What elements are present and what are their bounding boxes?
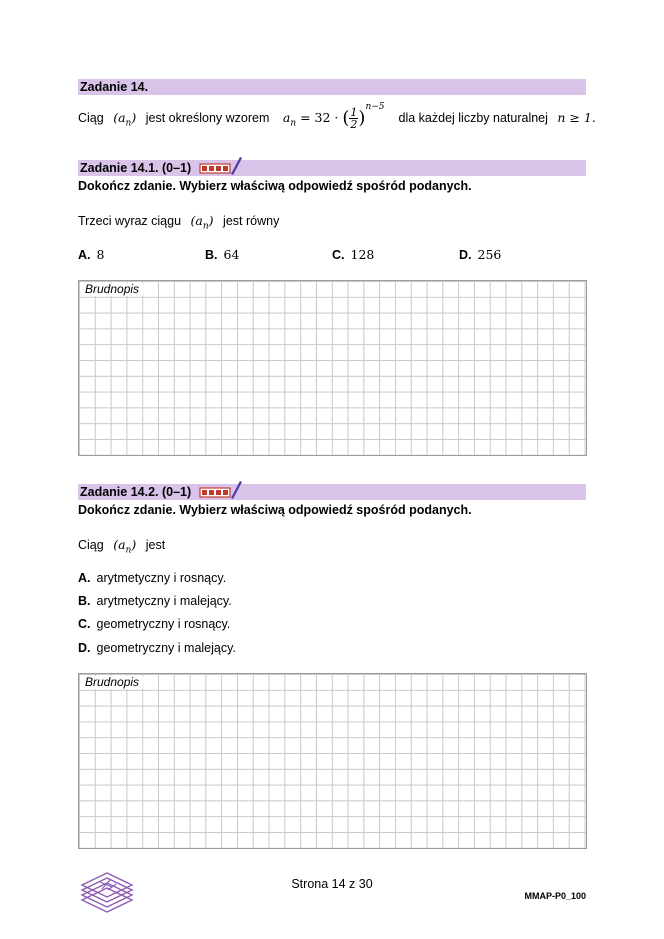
page-number: Strona 14 z 30 — [291, 877, 373, 891]
scratch-label: Brudnopis — [85, 676, 143, 689]
task14-2-title: Zadanie 14.2. (0–1) — [80, 484, 243, 501]
points-icon — [199, 155, 243, 177]
fraction: $\frac{1}{2}$ — [350, 106, 358, 132]
task14-1-title: Zadanie 14.1. (0–1) — [80, 160, 243, 177]
scratch-grid-2 — [78, 673, 587, 849]
task14-1-answer-a[interactable]: A. 8 — [78, 247, 105, 262]
points-icon — [199, 479, 243, 501]
task14-2-answer-c[interactable]: C. geometryczny i rosnący. — [78, 617, 231, 631]
task14-1-instruction: Dokończ zdanie. Wybierz właściwą odpowiedź spośród podanych. — [78, 179, 472, 193]
task14-2-question: Ciąg $(a_n)$ jest — [78, 537, 166, 556]
task14-1-answer-d[interactable]: D. 256 — [459, 247, 502, 262]
sequence-symbol: $(a_n)$ — [113, 110, 137, 129]
task14-1-answer-c[interactable]: C. 128 — [332, 247, 375, 262]
task14-definition — [78, 102, 596, 132]
task14-header-bar — [78, 79, 586, 95]
task14-intro-post: dla każdej liczby naturalnej — [398, 111, 548, 126]
scratch-grid-1 — [78, 280, 587, 456]
task14-title: Zadanie 14. — [80, 80, 149, 94]
task14-1-question: Trzeci wyraz ciągu $(a_n)$ jest równy — [78, 213, 280, 232]
condition: n ≥ 1. — [557, 110, 596, 126]
task14-2-answer-a[interactable]: A. arytmetyczny i rosnący. — [78, 571, 227, 585]
formula: $a_n = 32$ · ( $\frac{1}{2}$ )$^{n-5}$ — [282, 102, 385, 132]
task14-intro-mid: jest określony wzorem — [145, 111, 270, 126]
task14-2-instruction: Dokończ zdanie. Wybierz właściwą odpowiedź spośród podanych. — [78, 503, 472, 517]
scratch-label: Brudnopis — [85, 283, 143, 296]
exam-code: MMAP-P0_100 — [524, 891, 586, 901]
task14-2-answer-d[interactable]: D. geometryczny i malejący. — [78, 641, 236, 655]
task14-2-answer-b[interactable]: B. arytmetyczny i malejący. — [78, 594, 232, 608]
task14-1-answer-b[interactable]: B. 64 — [205, 247, 240, 262]
task14-intro-pre: Ciąg — [78, 111, 104, 126]
